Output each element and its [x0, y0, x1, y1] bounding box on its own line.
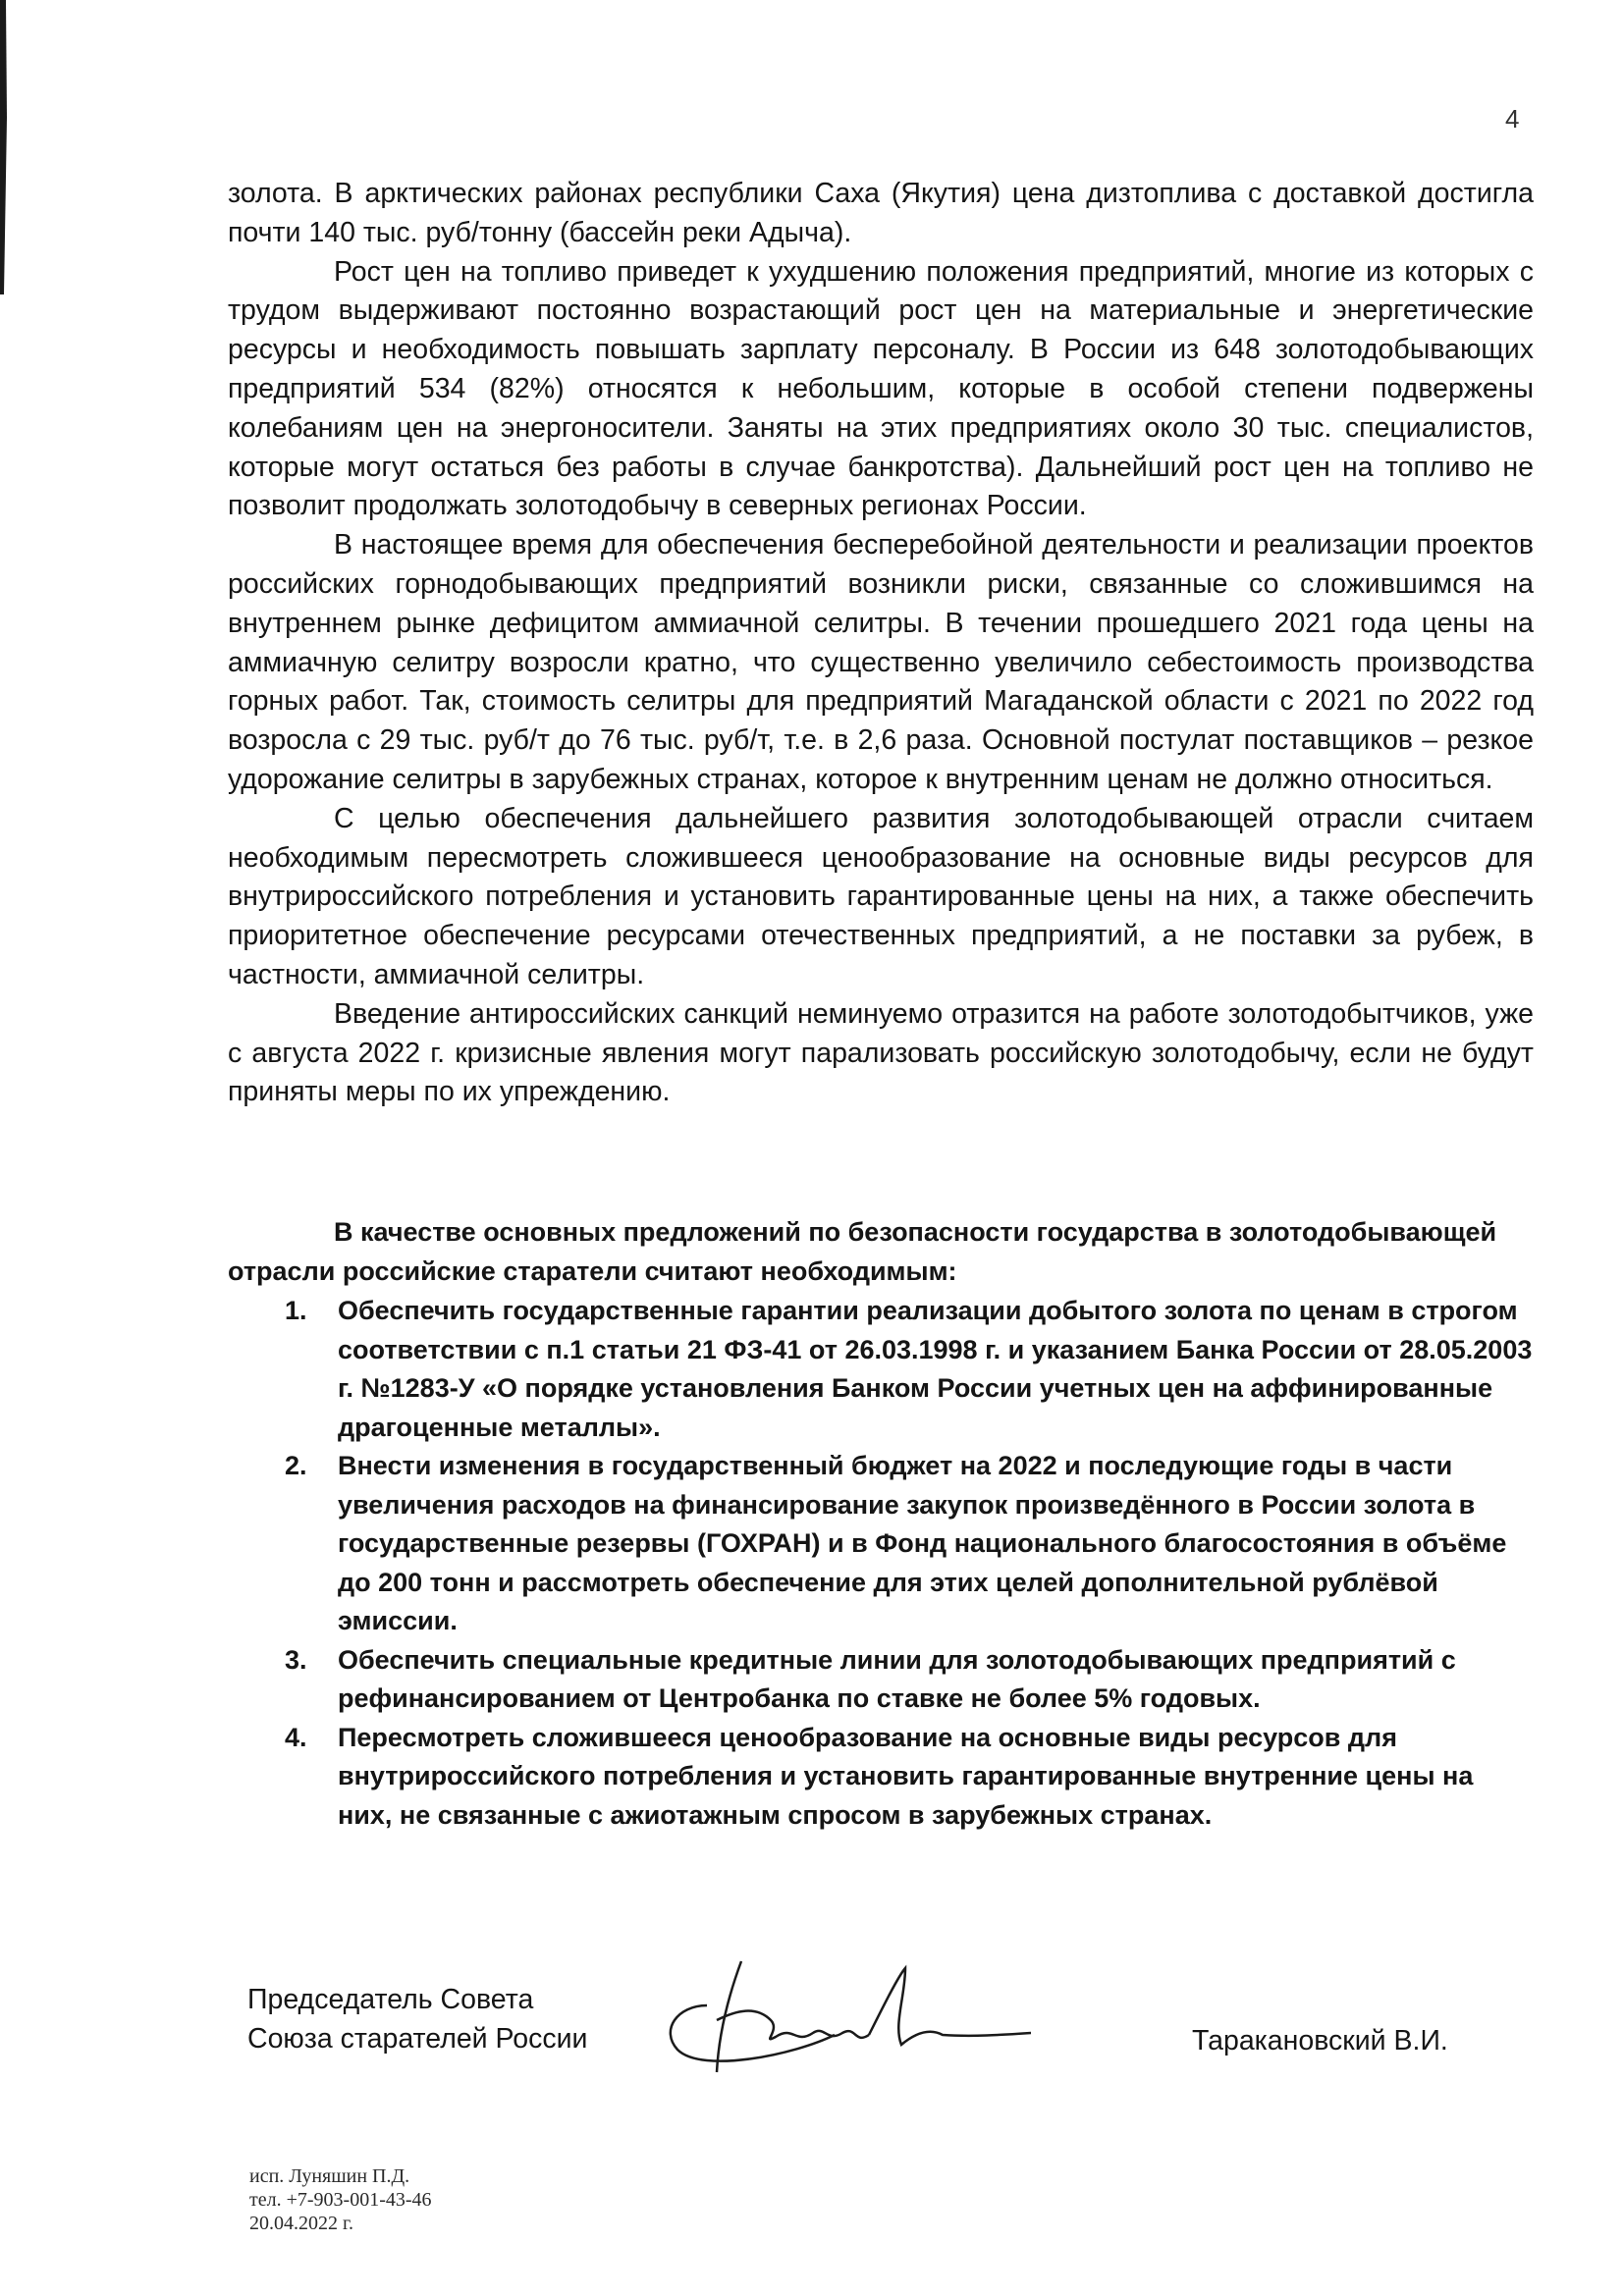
proposal-number: 4. — [285, 1722, 307, 1752]
page-number: 4 — [1505, 104, 1520, 133]
scan-edge-artifact — [0, 0, 20, 294]
proposal-number: 2. — [285, 1451, 307, 1480]
proposal-item — [285, 1447, 1534, 1641]
proposal-item — [285, 1292, 1534, 1447]
letter-body — [228, 175, 1534, 1112]
proposal-text: Обеспечить государственные гарантии реализации добытого золота по ценам в строгом соответствии с п.1 статьи 21 ФЗ-41 от 26.03.1998 г. и указанием Банка России от 28.05.2003 г. №1283-У «О порядке установления Банком России учетных цен на аффинированные драгоценные металлы». — [338, 1296, 1533, 1442]
signatory-title — [247, 1980, 587, 2058]
signatory-title-line: Союза старателей России — [247, 2023, 588, 2055]
paragraph: золота. В арктических районах республики Саха (Якутия) цена дизтоплива с доставкой достигла почти 140 тыс. руб/тонну (бассейн реки Адыча). — [228, 178, 1534, 248]
paragraph: В настоящее время для обеспечения бесперебойной деятельности и реализации проектов российских горнодобывающих предприятий возникли риски, связанные со сложившимся на внутреннем рынке дефицитом аммиачной селитры. В течении прошедшего 2021 года цены на аммиачную селитру возросли кратно, что существенно увеличило себестоимость производства горных работ. Так, стоимость селитры для предприятий Магаданской области с 2021 по 2022 год возросла с 29 тыс. руб/т до 76 тыс. руб/т, т.е. в 2,6 раза. Основной постулат поставщиков – резкое удорожание селитры в зарубежных странах, которое к внутренним ценам не должно относиться. — [228, 529, 1534, 795]
proposals-list — [285, 1292, 1534, 1835]
proposal-item — [285, 1719, 1534, 1836]
paragraph: Введение антироссийских санкций неминуемо отразится на работе золотодобытчиков, уже с августа 2022 г. кризисные явления могут парализовать российскую золотодобычу, если не будут приняты меры по их упреждению. — [228, 997, 1534, 1108]
handwritten-signature — [648, 1937, 1041, 2094]
signatory-name: Таракановский В.И. — [1192, 2025, 1448, 2056]
proposal-text: Внести изменения в государственный бюджет на 2022 и последующие годы в части увеличения расходов на финансирование закупок произведённого в России золота в государственные резервы (ГОХРАН) и в Фонд национального благосостояния в объёме до 200 тонн и рассмотреть обеспечение для этих целей дополнительной рублёвой эмиссии. — [338, 1451, 1507, 1635]
executor-name: исп. Луняшин П.Д. — [249, 2165, 410, 2187]
proposal-text: Пересмотреть сложившееся ценообразование на основные виды ресурсов для внутрироссийского потребления и установить гарантированные внутренние цены на них, не связанные с ажиотажным спросом в зарубежных странах. — [338, 1722, 1474, 1830]
proposal-number: 3. — [285, 1644, 307, 1675]
document-date: 20.04.2022 г. — [249, 2213, 353, 2234]
signature-block — [247, 1980, 1524, 2088]
paragraph: Рост цен на топливо приведет к ухудшению положения предприятий, многие из которых с трудом выдерживают постоянно возрастающий рост цен на материальные и энергетические ресурсы и необходимость повышать зарплату персоналу. В России из 648 золотодобывающих предприятий 534 (82%) относятся к небольшим, которые в особой степени подвержены колебаниям цен на энергоносители. Заняты на этих предприятиях около 30 тыс. специалистов, которые могут остаться без работы в случае банкротства). Дальнейший рост цен на топливо не позволит продолжать золотодобычу в северных регионах России. — [228, 255, 1534, 522]
signatory-title-line: Председатель Совета — [247, 1984, 534, 2015]
executor-phone: тел. +7-903-001-43-46 — [249, 2189, 432, 2211]
proposals-intro-text: В качестве основных предложений по безопасности государства в золотодобывающей отрасли российские старатели считают необходимым: — [228, 1217, 1497, 1286]
proposal-number: 1. — [285, 1296, 307, 1325]
paragraph: С целью обеспечения дальнейшего развития золотодобывающей отрасли считаем необходимым пересмотреть сложившееся ценообразование на основные виды ресурсов для внутрироссийского потребления и установить гарантированные цены на них, а также обеспечить приоритетное обеспечение ресурсами отечественных предприятий, а не поставки за рубеж, в частности, аммиачной селитры. — [228, 802, 1534, 990]
executor-note — [249, 2164, 432, 2235]
proposals-intro — [228, 1213, 1534, 1292]
proposal-text: Обеспечить специальные кредитные линии для золотодобывающих предприятий с рефинансированием от Центробанка по ставке не более 5% годовых. — [338, 1644, 1456, 1713]
proposal-item — [285, 1641, 1534, 1719]
